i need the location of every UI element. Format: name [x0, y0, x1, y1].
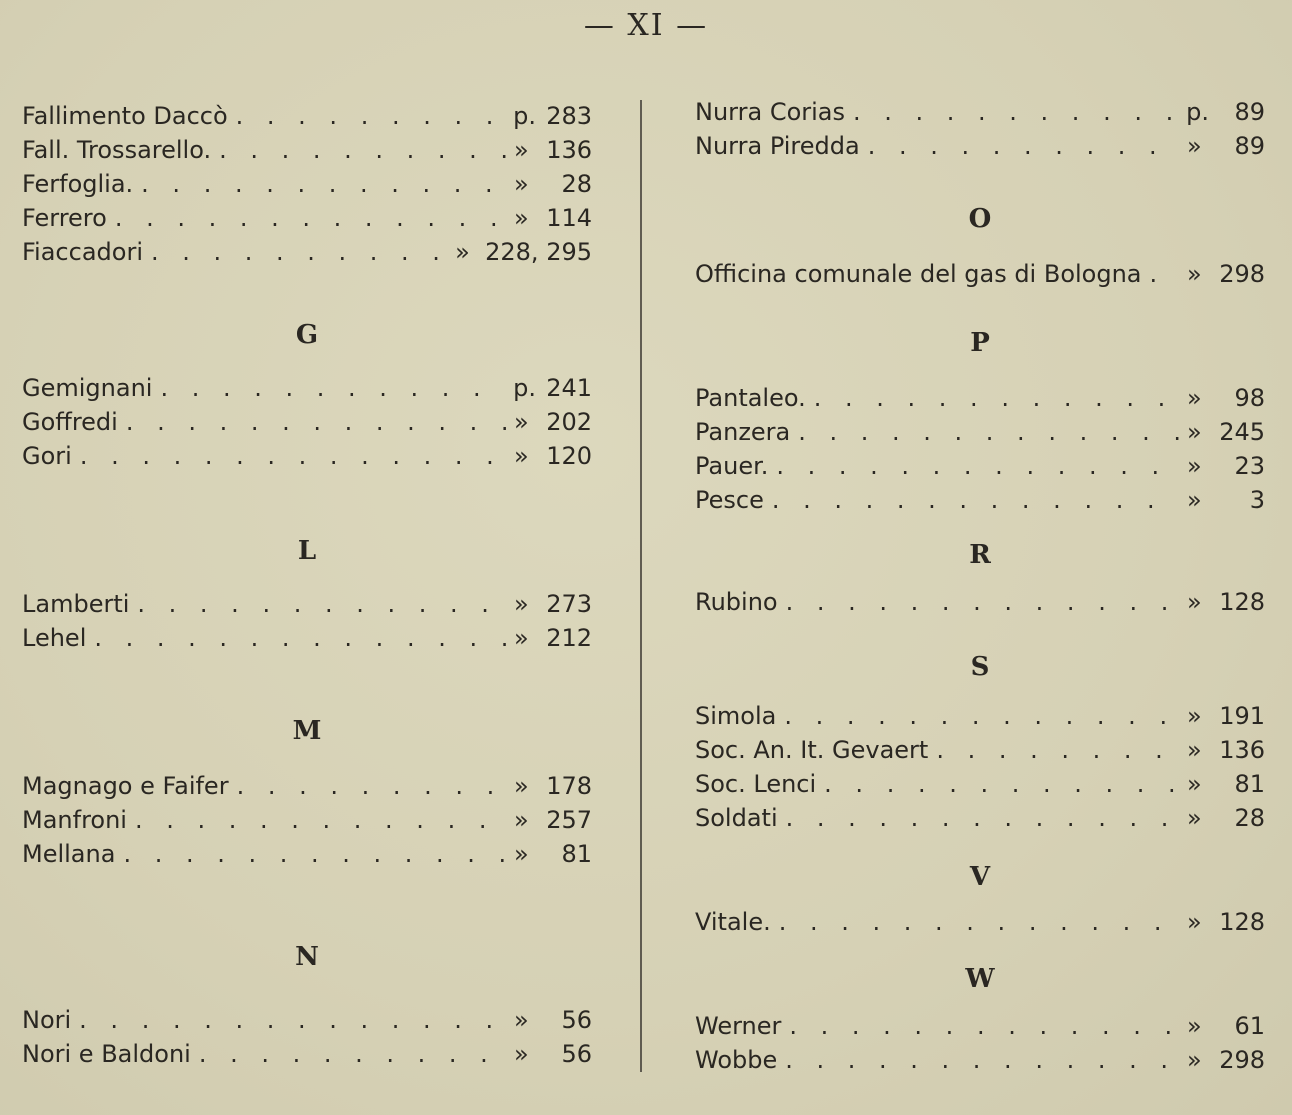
entry-page: 128: [1219, 908, 1265, 936]
entry-ref: »: [514, 204, 529, 232]
leader-dots: [219, 134, 506, 166]
entry-name: Wobbe: [695, 1046, 778, 1074]
leader-dots: [1150, 258, 1179, 290]
index-entry: [22, 440, 592, 472]
entry-ref: »: [514, 136, 529, 164]
entry-page: 81: [561, 840, 592, 868]
entry-name: Gori: [22, 442, 72, 470]
leader-dots: [79, 1004, 506, 1036]
index-entry: [695, 734, 1265, 766]
entry-name: Ferfoglia.: [22, 170, 134, 198]
index-entry: [22, 134, 592, 166]
entry-name: Fallimento Daccò: [22, 102, 228, 130]
entry-name: Pesce: [695, 486, 764, 514]
entry-name: Ferrero: [22, 204, 107, 232]
index-entry: [22, 372, 592, 404]
leader-dots: [135, 804, 506, 836]
entry-ref: »: [455, 238, 470, 266]
entry-ref: »: [514, 840, 529, 868]
entry-name: Fall. Trossarello.: [22, 136, 212, 164]
leader-dots: [814, 382, 1179, 414]
entry-page: 298: [1219, 1046, 1265, 1074]
entry-ref: »: [1187, 908, 1202, 936]
leader-dots: [94, 622, 506, 654]
entry-page: 120: [546, 442, 592, 470]
entry-page: 56: [561, 1006, 592, 1034]
entry-page: 114: [546, 204, 592, 232]
index-entry: [695, 1010, 1265, 1042]
index-entry: [22, 202, 592, 234]
leader-dots: [237, 770, 506, 802]
entry-ref: »: [1187, 486, 1202, 514]
index-entry: [695, 96, 1265, 128]
entry-page: 283: [546, 102, 592, 130]
leader-dots: [772, 484, 1179, 516]
leader-dots: [115, 202, 506, 234]
entry-page: 178: [546, 772, 592, 800]
index-entry: [695, 768, 1265, 800]
index-entry: [695, 382, 1265, 414]
entry-name: Soc. Lenci: [695, 770, 817, 798]
index-entry: [22, 804, 592, 836]
entry-ref: »: [514, 806, 529, 834]
entry-page: 89: [1234, 98, 1265, 126]
leader-dots: [137, 588, 506, 620]
entry-ref: p.: [513, 102, 536, 130]
section-letter-s: S: [970, 652, 990, 682]
entry-ref: p.: [1186, 98, 1209, 126]
entry-page: 61: [1234, 1012, 1265, 1040]
entry-page: 136: [546, 136, 592, 164]
index-entry: [22, 168, 592, 200]
entry-name: Vitale.: [695, 908, 771, 936]
index-entry: [695, 700, 1265, 732]
entry-page: 128: [1219, 588, 1265, 616]
section-letter-n: N: [295, 942, 319, 972]
leader-dots: [798, 416, 1179, 448]
index-entry: [22, 770, 592, 802]
entry-ref: »: [1187, 1012, 1202, 1040]
column-divider: [640, 100, 642, 1072]
entry-page: 212: [546, 624, 592, 652]
entry-name: Rubino: [695, 588, 778, 616]
entry-page: 98: [1234, 384, 1265, 412]
entry-name: Gemignani: [22, 374, 153, 402]
entry-name: Nurra Piredda: [695, 132, 860, 160]
leader-dots: [786, 586, 1179, 618]
entry-ref: »: [1187, 770, 1202, 798]
entry-name: Officina comunale del gas di Bologna: [695, 260, 1142, 288]
section-letter-m: M: [292, 716, 322, 746]
leader-dots: [141, 168, 506, 200]
entry-page: 28: [1234, 804, 1265, 832]
index-entry: [695, 258, 1265, 290]
entry-page: 56: [561, 1040, 592, 1068]
entry-name: Lehel: [22, 624, 87, 652]
entry-name: Goffredi: [22, 408, 118, 436]
entry-ref: »: [514, 408, 529, 436]
entry-ref: »: [514, 1006, 529, 1034]
entry-ref: »: [1187, 804, 1202, 832]
entry-ref: »: [1187, 588, 1202, 616]
entry-ref: »: [514, 590, 529, 618]
entry-ref: »: [514, 624, 529, 652]
entry-name: Soldati: [695, 804, 778, 832]
section-letter-v: V: [969, 862, 991, 892]
entry-ref: p.: [513, 374, 536, 402]
index-entry: [22, 1038, 592, 1070]
leader-dots: [160, 372, 505, 404]
entry-name: Werner: [695, 1012, 782, 1040]
index-entry: [695, 802, 1265, 834]
leader-dots: [824, 768, 1179, 800]
entry-ref: »: [1187, 736, 1202, 764]
entry-page: 3: [1249, 486, 1265, 514]
index-entry: [22, 236, 592, 268]
leader-dots: [789, 1010, 1179, 1042]
leader-dots: [123, 838, 506, 870]
entry-name: Nori e Baldoni: [22, 1040, 191, 1068]
index-entry: [22, 622, 592, 654]
leader-dots: [236, 100, 505, 132]
entry-name: Simola: [695, 702, 777, 730]
entry-page: 191: [1219, 702, 1265, 730]
entry-page: 28: [561, 170, 592, 198]
entry-name: Fiaccadori: [22, 238, 143, 266]
entry-ref: »: [514, 1040, 529, 1068]
leader-dots: [779, 906, 1179, 938]
entry-name: Panzera: [695, 418, 791, 446]
entry-name: Manfroni: [22, 806, 127, 834]
entry-page: 257: [546, 806, 592, 834]
index-entry: [695, 586, 1265, 618]
index-entry: [22, 1004, 592, 1036]
entry-ref: »: [1187, 1046, 1202, 1074]
entry-page: 273: [546, 590, 592, 618]
section-letter-r: R: [969, 540, 991, 570]
leader-dots: [199, 1038, 506, 1070]
entry-ref: »: [1187, 702, 1202, 730]
section-letter-w: W: [965, 964, 995, 994]
index-entry: [22, 838, 592, 870]
entry-name: Nurra Corias: [695, 98, 845, 126]
entry-ref: »: [1187, 418, 1202, 446]
entry-page: 241: [546, 374, 592, 402]
entry-name: Mellana: [22, 840, 116, 868]
entry-page: 81: [1234, 770, 1265, 798]
entry-name: Lamberti: [22, 590, 130, 618]
index-entry: [695, 1044, 1265, 1076]
index-entry: [695, 416, 1265, 448]
entry-name: Pantaleo.: [695, 384, 806, 412]
entry-ref: »: [514, 442, 529, 470]
leader-dots: [151, 236, 447, 268]
leader-dots: [785, 1044, 1179, 1076]
index-entry: [22, 588, 592, 620]
leader-dots: [784, 700, 1179, 732]
index-entry: [22, 406, 592, 438]
entry-ref: »: [1187, 384, 1202, 412]
index-entry: [695, 484, 1265, 516]
section-letter-g: G: [295, 320, 319, 350]
leader-dots: [126, 406, 506, 438]
index-entry: [695, 450, 1265, 482]
entry-page: 228, 295: [485, 238, 592, 266]
entry-ref: »: [514, 170, 529, 198]
entry-ref: »: [1187, 452, 1202, 480]
index-entry: [695, 130, 1265, 162]
section-letter-o: O: [968, 204, 992, 234]
entry-ref: »: [1187, 260, 1202, 288]
entry-page: 245: [1219, 418, 1265, 446]
entry-name: Nori: [22, 1006, 72, 1034]
entry-ref: »: [514, 772, 529, 800]
index-entry: [695, 906, 1265, 938]
entry-name: Soc. An. It. Gevaert: [695, 736, 929, 764]
section-letter-p: P: [970, 328, 990, 358]
entry-ref: »: [1187, 132, 1202, 160]
entry-page: 136: [1219, 736, 1265, 764]
entry-name: Pauer.: [695, 452, 769, 480]
entry-name: Magnago e Faifer: [22, 772, 229, 800]
leader-dots: [786, 802, 1179, 834]
entry-page: 89: [1234, 132, 1265, 160]
leader-dots: [80, 440, 506, 472]
entry-page: 298: [1219, 260, 1265, 288]
leader-dots: [853, 96, 1178, 128]
index-entry: [22, 100, 592, 132]
leader-dots: [868, 130, 1179, 162]
section-letter-l: L: [297, 536, 317, 566]
leader-dots: [936, 734, 1179, 766]
entry-page: 23: [1234, 452, 1265, 480]
leader-dots: [776, 450, 1179, 482]
entry-page: 202: [546, 408, 592, 436]
page-folio: — XI —: [583, 8, 709, 43]
